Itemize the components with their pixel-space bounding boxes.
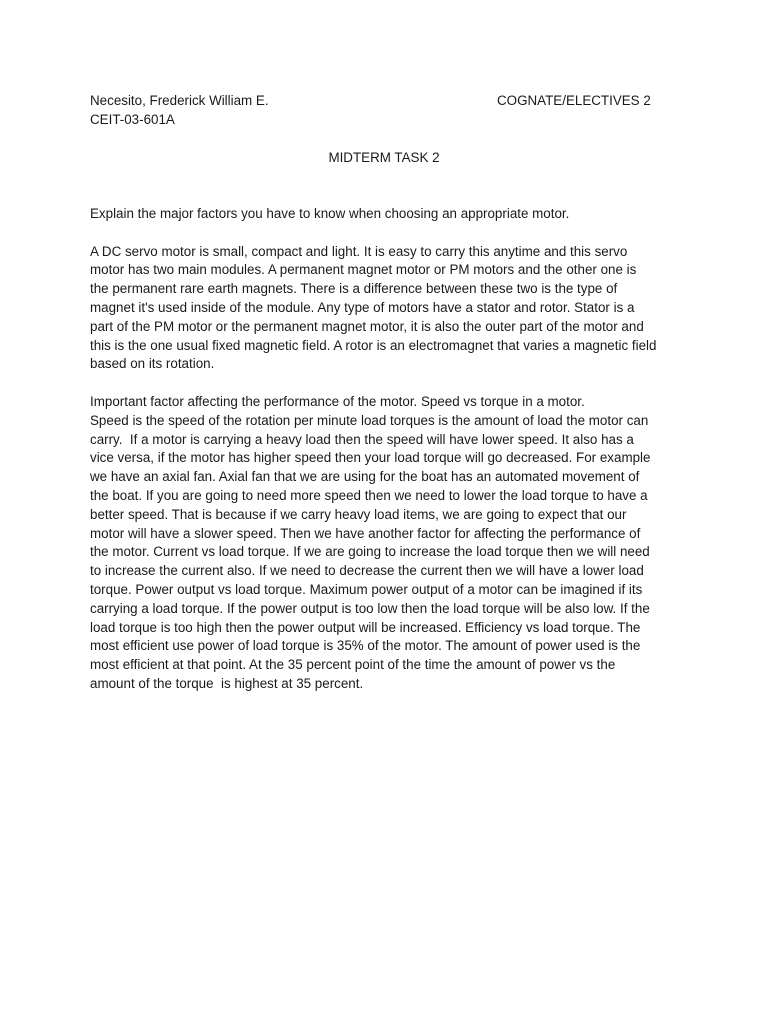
author-name: Necesito, Frederick William E. xyxy=(90,93,269,108)
body-line: most efficient use power of load torque is 35% of the motor. The amount of power used is the xyxy=(90,638,641,654)
document-body xyxy=(90,205,682,713)
body-line: most efficient at that point. At the 35 percent point of the time the amount of power vs the xyxy=(90,657,616,673)
body-line: Speed is the speed of the rotation per minute load torques is the amount of load the motor can xyxy=(90,412,649,428)
body-line: carrying a load torque. If the power output is too low then the load torque will be also low. If the xyxy=(90,600,650,616)
document-title: MIDTERM TASK 2 xyxy=(328,150,440,165)
paragraph-servo-motor xyxy=(90,243,682,375)
body-line: better speed. That is because if we carry heavy load items, we are going to expect that our xyxy=(90,506,627,522)
body-line: the motor. Current vs load torque. If we are going to increase the load torque then we will need xyxy=(90,544,650,560)
body-line: torque. Power output vs load torque. Maximum power output of a motor can be imagined if its xyxy=(90,581,643,597)
body-line: motor has two main modules. A permanent magnet motor or PM motors and the other one is xyxy=(90,262,637,278)
body-line: the boat. If you are going to need more speed then we need to lower the load torque to have a xyxy=(90,487,648,503)
paragraph-performance-factors xyxy=(90,393,682,694)
section-code: CEIT-03-601A xyxy=(90,112,175,127)
body-line: load torque is too high then the power output will be increased. Efficiency vs load torque. The xyxy=(90,619,641,635)
body-line: part of the PM motor or the permanent magnet motor, it is also the outer part of the motor and xyxy=(90,318,644,334)
body-line: amount of the torque is highest at 35 percent. xyxy=(90,675,364,691)
body-line: vice versa, if the motor has higher speed then your load torque will go decreased. For example xyxy=(90,450,651,466)
document-header xyxy=(90,92,680,110)
body-line: magnet it's used inside of the module. Any type of motors have a stator and rotor. Stator is a xyxy=(90,299,635,315)
body-line: to increase the current also. If we need to decrease the current then we will have a lower load xyxy=(90,563,644,579)
body-line: carry. If a motor is carrying a heavy load then the speed will have lower speed. It also has a xyxy=(90,431,634,447)
body-line: A DC servo motor is small, compact and light. It is easy to carry this anytime and this servo xyxy=(90,243,628,259)
course-name: COGNATE/ELECTIVES 2 xyxy=(497,93,651,108)
body-line: motor will have a slower speed. Then we have another factor for affecting the performance of xyxy=(90,525,641,541)
body-line: Important factor affecting the performance of the motor. Speed vs torque in a motor. xyxy=(90,393,585,409)
question-paragraph xyxy=(90,205,682,224)
body-line: the permanent rare earth magnets. There is a difference between these two is the type of xyxy=(90,281,618,297)
body-line: based on its rotation. xyxy=(90,356,215,372)
body-line: this is the one usual fixed magnetic field. A rotor is an electromagnet that varies a magnetic field xyxy=(90,337,657,353)
question-text: Explain the major factors you have to know when choosing an appropriate motor. xyxy=(90,206,570,221)
body-line: we have an axial fan. Axial fan that we are using for the boat has an automated movement of xyxy=(90,469,640,485)
